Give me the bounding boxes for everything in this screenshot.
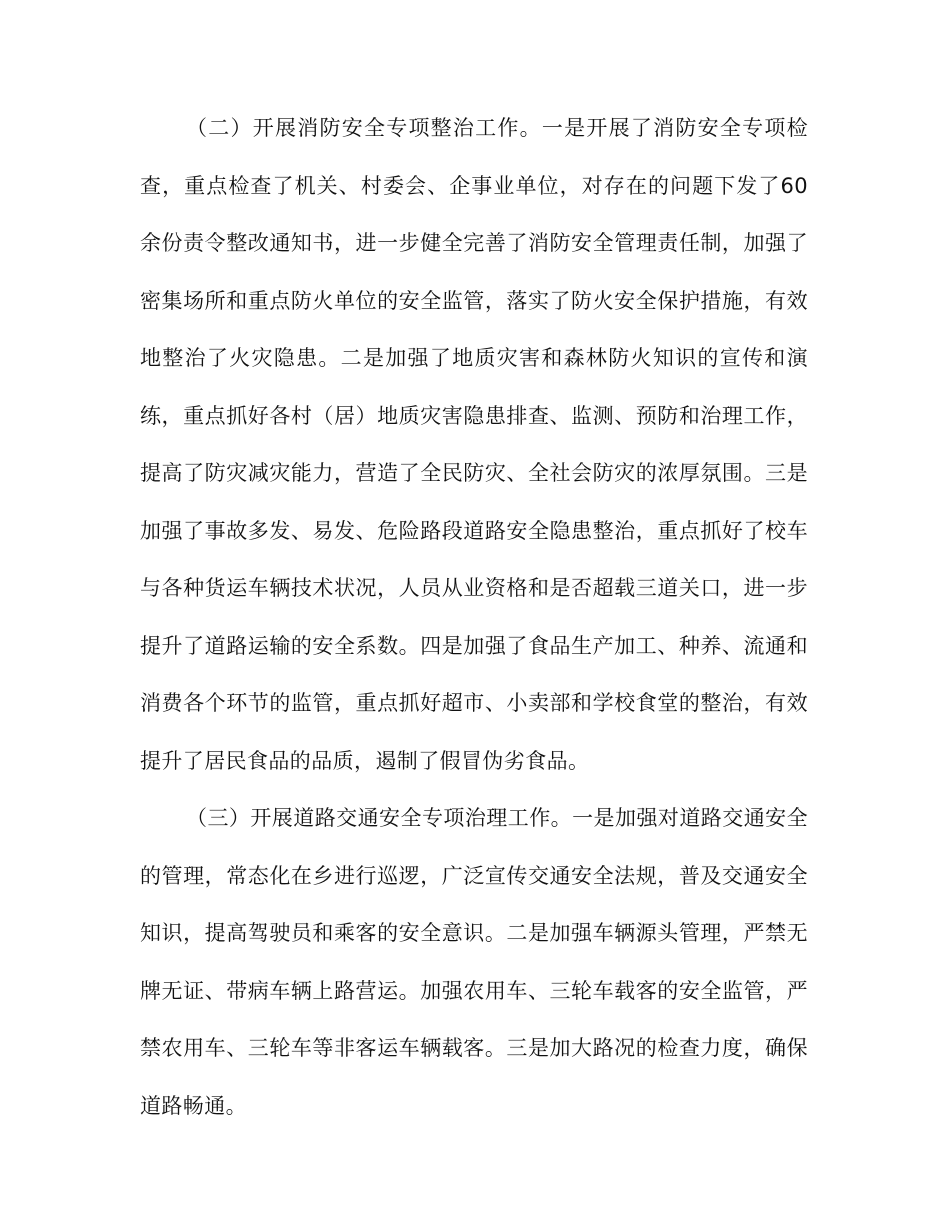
paragraph-fire-safety: （二）开展消防安全专项整治工作。一是开展了消防安全专项检查，重点检查了机关、村委会、企事业单位，对存在的问题下发了60余份责令整改通知书，进一步健全完善了消防安全管理责任制，加强了密集场所和重点防火单位的安全监管，落实了防火安全保护措施，有效地整治了火灾隐患。二是加强了地质灾害和森林防火知识的宣传和演练，重点抓好各村（居）地质灾害隐患排查、监测、预防和治理工作，提高了防灾减灾能力，营造了全民防灾、全社会防灾的浓厚氛围。三是加强了事故多发、易发、危险路段道路安全隐患整治，重点抓好了校车与各种货运车辆技术状况，人员从业资格和是否超载三道关口，进一步提升了道路运输的安全系数。四是加强了食品生产加工、种养、流通和消费各个环节的监管，重点抓好超市、小卖部和学校食堂的整治，有效提升了居民食品的品质，遏制了假冒伪劣食品。 <box>140 116 808 773</box>
paragraph-road-traffic-safety: （三）开展道路交通安全专项治理工作。一是加强对道路交通安全的管理，常态化在乡进行巡逻，广泛宣传交通安全法规，普及交通安全知识，提高驾驶员和乘客的安全意识。二是加强车辆源头管理，严禁无牌无证、带病车辆上路营运。加强农用车、三轮车载客的安全监管，严禁农用车、三轮车等非客运车辆载客。三是加大路况的检查力度，确保道路畅通。 <box>140 806 808 1118</box>
document-body <box>140 100 808 1135</box>
